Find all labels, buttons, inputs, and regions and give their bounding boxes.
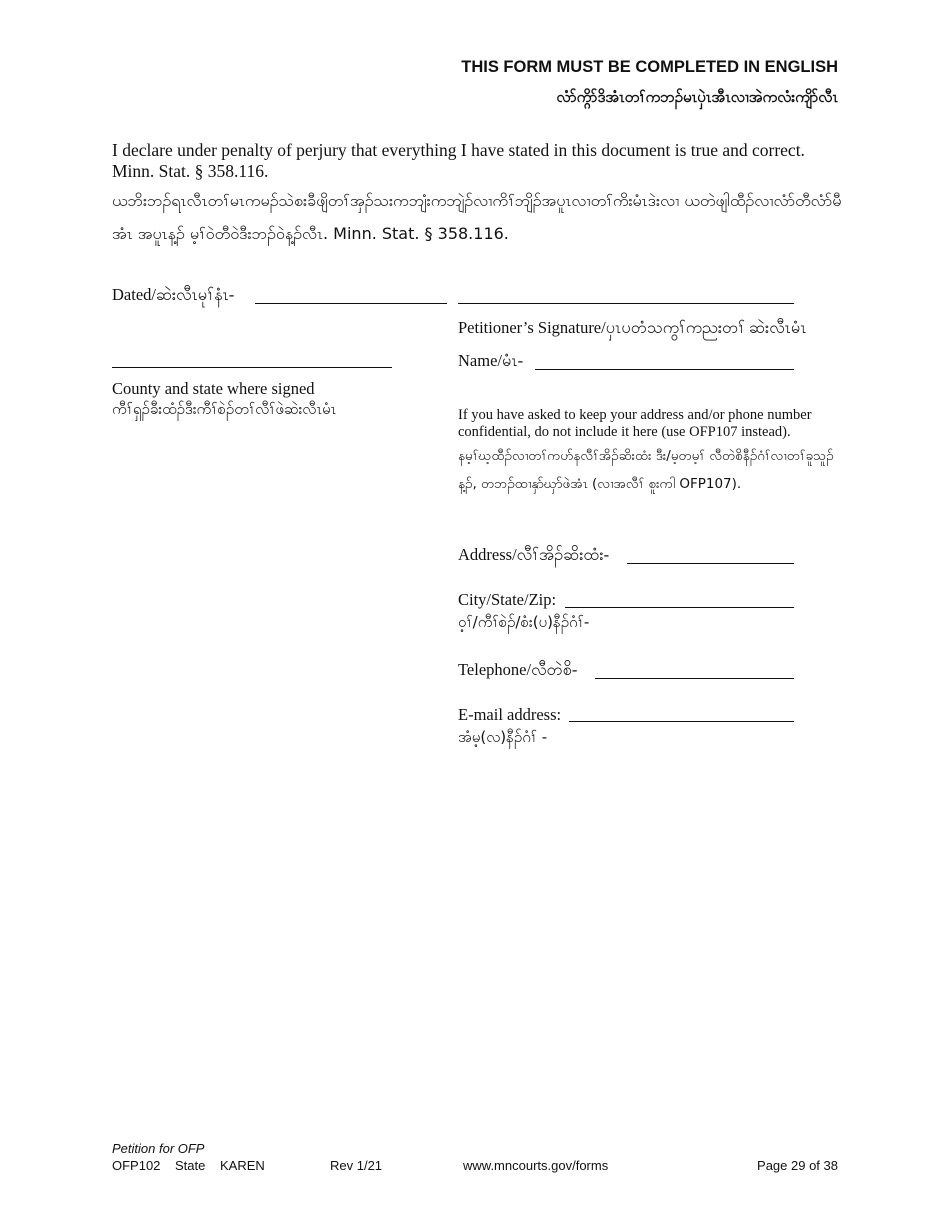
address-label: Address/လီၢ်အိၣ်ဆိးထံး-	[458, 545, 610, 564]
perjury-declaration-karen: ယဘိးဘၣ်ရၤလီၤတၢ်မၤကမၣ်သဲစးခီဖျိတၢ်အှၣ်သးကဘျံးကဘျဲၣ်လၢကိၢ်ဘျိၣ်အပူၤလၢတၢ်ကိးမံၤဒဲးလၢ ယတဲဖျါထီၣ်လၢလံာ်တီလံာ်မီအံၤ အပူၤန့ၣ် မ့ၢ်ဝဲတီဝဲဒီးဘၣ်ဝဲန့ၣ်လီၤ. Minn. Stat. § 358.116.	[112, 191, 842, 243]
county-state-field[interactable]	[112, 367, 392, 368]
address-field[interactable]	[627, 563, 794, 564]
telephone-label: Telephone/လီတဲစိ-	[458, 660, 578, 679]
form-language-notice-karen: လံာ်က္ဂိာ်ဒိအံၤတၢ်ကဘၣ်မၤပှဲၤအီၤလၢအဲကလံးကျိာ်လီၤ	[556, 88, 838, 106]
signature-field[interactable]	[458, 303, 794, 304]
county-state-label: County and state where signed	[112, 379, 315, 398]
dated-label: Dated/ဆဲးလီၤမုၢ်နံၤ-	[112, 285, 235, 304]
city-state-zip-label-karen: ဝ့ၢ်/ကီၢ်စဲၣ်/စံး(ပ)နီၣ်ဂံၢ်-	[458, 613, 590, 631]
name-field[interactable]	[535, 369, 794, 370]
footer-url[interactable]: www.mncourts.gov/forms	[463, 1158, 609, 1173]
confidential-note-karen: နမ့ၢ်ဃ့ထီၣ်လၢတၢ်ကဟ်နလီၢ်အိၣ်ဆိးထံး ဒီး/မ့တမ့ၢ် လီတဲစိနီၣ်ဂံၢ်လၢတၢ်ခူသူၣ်န့ၣ်, တဘၣ်ထၢနှာ်ဃှာ်ဖဲအံၤ (လၢအလီၢ် စူးကါ OFP107).	[458, 448, 834, 492]
city-state-zip-field[interactable]	[565, 607, 794, 608]
footer-form-title: Petition for OFP	[112, 1141, 205, 1156]
city-state-zip-label: City/State/Zip:	[458, 590, 557, 609]
footer-page-number: Page 29 of 38	[757, 1158, 838, 1173]
footer-language: KAREN	[220, 1158, 265, 1173]
footer-revision: Rev 1/21	[330, 1158, 383, 1173]
dated-field[interactable]	[255, 303, 447, 304]
name-label: Name/မံၤ-	[458, 351, 524, 370]
footer-form-code: OFP102	[112, 1158, 161, 1173]
email-label: E-mail address:	[458, 705, 562, 724]
confidential-note: If you have asked to keep your address and/or phone number confidential, do not include it here (use OFP107 instead).	[458, 407, 812, 440]
email-field[interactable]	[569, 721, 794, 722]
telephone-field[interactable]	[595, 678, 794, 679]
form-language-notice: THIS FORM MUST BE COMPLETED IN ENGLISH	[461, 58, 838, 76]
email-label-karen: အံမ့(လ)နီၣ်ဂံၢ် -	[458, 728, 548, 746]
footer-state: State	[175, 1158, 206, 1173]
signature-label: Petitioner’s Signature/ပှၤပတံသကွၢ်ကညးတၢ် ဆဲးလီၤမံၤ	[458, 318, 807, 337]
perjury-declaration: I declare under penalty of perjury that everything I have stated in this document is true and correct. Minn. Stat. § 358.116.	[112, 140, 805, 181]
county-state-label-karen: ကီၢ်ရှၣ်ခီးထံၣ်ဒီးကီၢ်စဲၣ်တၢ်လီၢ်ဖဲဆဲးလီၤမံၤ	[112, 400, 337, 418]
